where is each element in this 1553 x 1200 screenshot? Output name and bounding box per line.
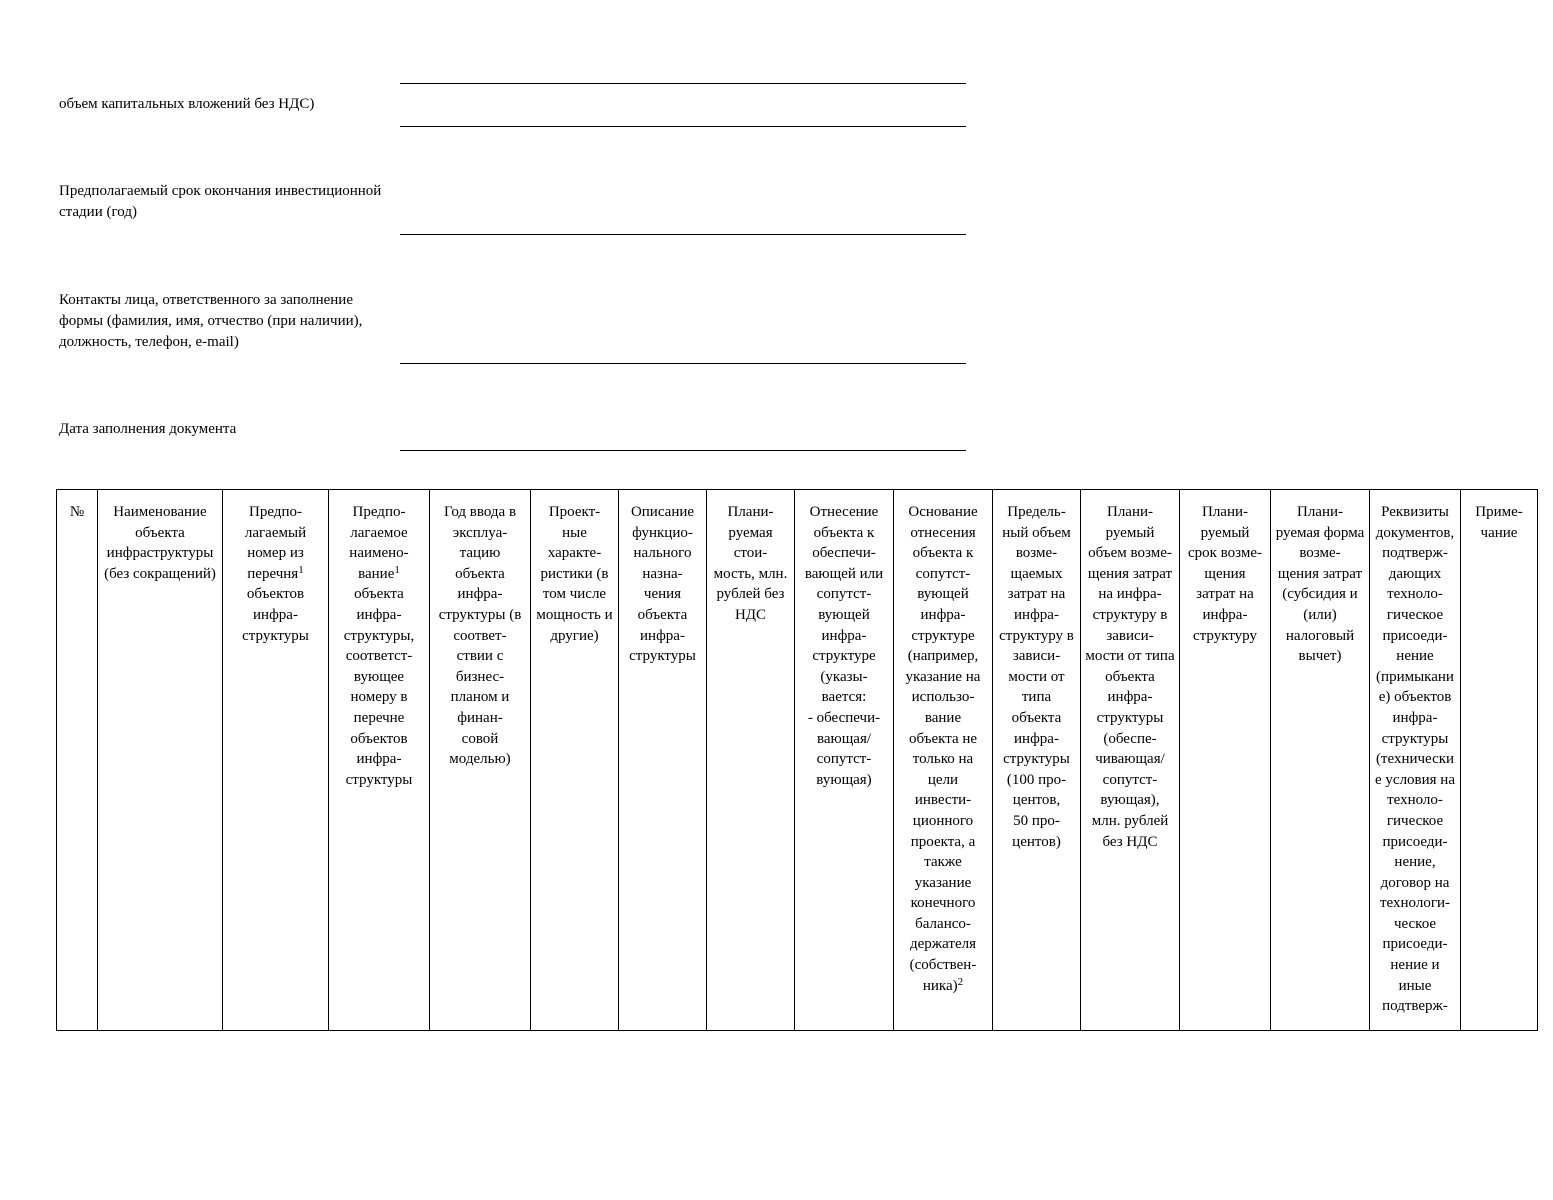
col-label-continued: объекта инфра- структуры, соответст- вующее номеру в перечне объектов инфра- структуры xyxy=(343,586,415,788)
col-label: Плани- руемая стои- мость, млн. рублей без НДС xyxy=(713,504,788,623)
capex-top-line xyxy=(400,83,966,84)
col-number xyxy=(57,490,98,1031)
footnote-mark: 2 xyxy=(957,975,964,988)
col-label: Основание отнесения объекта к сопутст- вующей инфра- структуре (например, указание на использо- вание объекта не только на цели инвести- ционного проекта, а также указание конечного балансо- держателя (собствен- ника) xyxy=(905,504,981,994)
col-infrastructure-type xyxy=(795,490,894,1031)
col-max-reimbursement xyxy=(993,490,1081,1031)
col-list-name xyxy=(329,490,430,1031)
col-label: Приме- чание xyxy=(1475,504,1523,541)
capex-field-line[interactable] xyxy=(400,126,966,127)
col-label: № xyxy=(69,504,85,520)
contacts-field-line[interactable] xyxy=(400,363,966,364)
col-label: Предпо- лагаемый номер из перечня xyxy=(244,504,307,582)
col-reimbursement-term xyxy=(1180,490,1271,1031)
col-planned-reimbursement xyxy=(1081,490,1180,1031)
col-connection-documents xyxy=(1370,490,1461,1031)
date-label: Дата заполнения документа xyxy=(59,421,237,437)
contacts-label: Контакты лица, ответственного за заполнение формы (фамилия, имя, отчество (при наличии), должность, телефон, e-mail) xyxy=(59,292,363,350)
col-label: Плани- руемый объем возме- щения затрат на инфра- структуру в зависи- мости от типа объекта инфра- структуры (обеспе- чивающая/ сопутст- вующая), млн. рублей без НДС xyxy=(1085,504,1175,850)
capex-label: объем капитальных вложений без НДС) xyxy=(59,96,315,112)
col-label: Описание функцио- нального назна- чения объекта инфра- структуры xyxy=(629,504,696,665)
col-label: Плани- руемая форма возме- щения затрат (субсидия и (или) налоговый вычет) xyxy=(1275,504,1365,665)
footnote-mark: 1 xyxy=(394,563,400,576)
col-label: Предель- ный объем возме- щаемых затрат на инфра- структуру в зависи- мости от типа объекта инфра- структуры (100 про- центов, 50 про- центов) xyxy=(999,504,1074,850)
col-label: Отнесение объекта к обеспечи- вающей или сопутст- вующей инфра- структуре (указы- вается: - обеспечи- вающая/ сопутст- вующая) xyxy=(804,504,884,788)
col-label: Плани- руемый срок возме- щения затрат на инфра- структуру xyxy=(1187,504,1263,644)
col-label: Предпо- лагаемое наимено- вание xyxy=(349,504,409,582)
col-label: Реквизиты документов, подтверж- дающих техноло- гическое присоеди- нение (примыкани е) объектов инфра- структуры (технически е условия на техноло- гическое присоеди- нение, договор на технологи- ческое присоеди- нение и иные подтверж- xyxy=(1375,504,1455,1015)
col-reimbursement-form xyxy=(1271,490,1370,1031)
infrastructure-table xyxy=(56,489,1538,1031)
deadline-field-line[interactable] xyxy=(400,234,966,235)
col-label: Наименование объекта инфраструктуры (без сокращений) xyxy=(104,504,216,582)
col-label-continued: объектов инфра- структуры xyxy=(242,586,309,644)
deadline-label: Предполагаемый срок окончания инвестиционной стадии (год) xyxy=(59,183,382,220)
col-functional-purpose xyxy=(619,490,707,1031)
col-label: Год ввода в эксплуа- тацию объекта инфра- структуры (в соответ- ствии с бизнес- планом и финан- совой моделью) xyxy=(438,504,522,768)
col-note xyxy=(1461,490,1538,1031)
col-design-characteristics xyxy=(531,490,619,1031)
col-commissioning-year xyxy=(430,490,531,1031)
footnote-mark: 1 xyxy=(298,563,304,576)
col-label: Проект- ные характе- ристики (в том числе мощность и другие) xyxy=(536,504,613,644)
col-object-name xyxy=(98,490,223,1031)
col-classification-basis xyxy=(894,490,993,1031)
table-header-row xyxy=(57,490,1538,1031)
col-planned-cost xyxy=(707,490,795,1031)
col-list-number xyxy=(223,490,329,1031)
date-field-line[interactable] xyxy=(400,450,966,451)
